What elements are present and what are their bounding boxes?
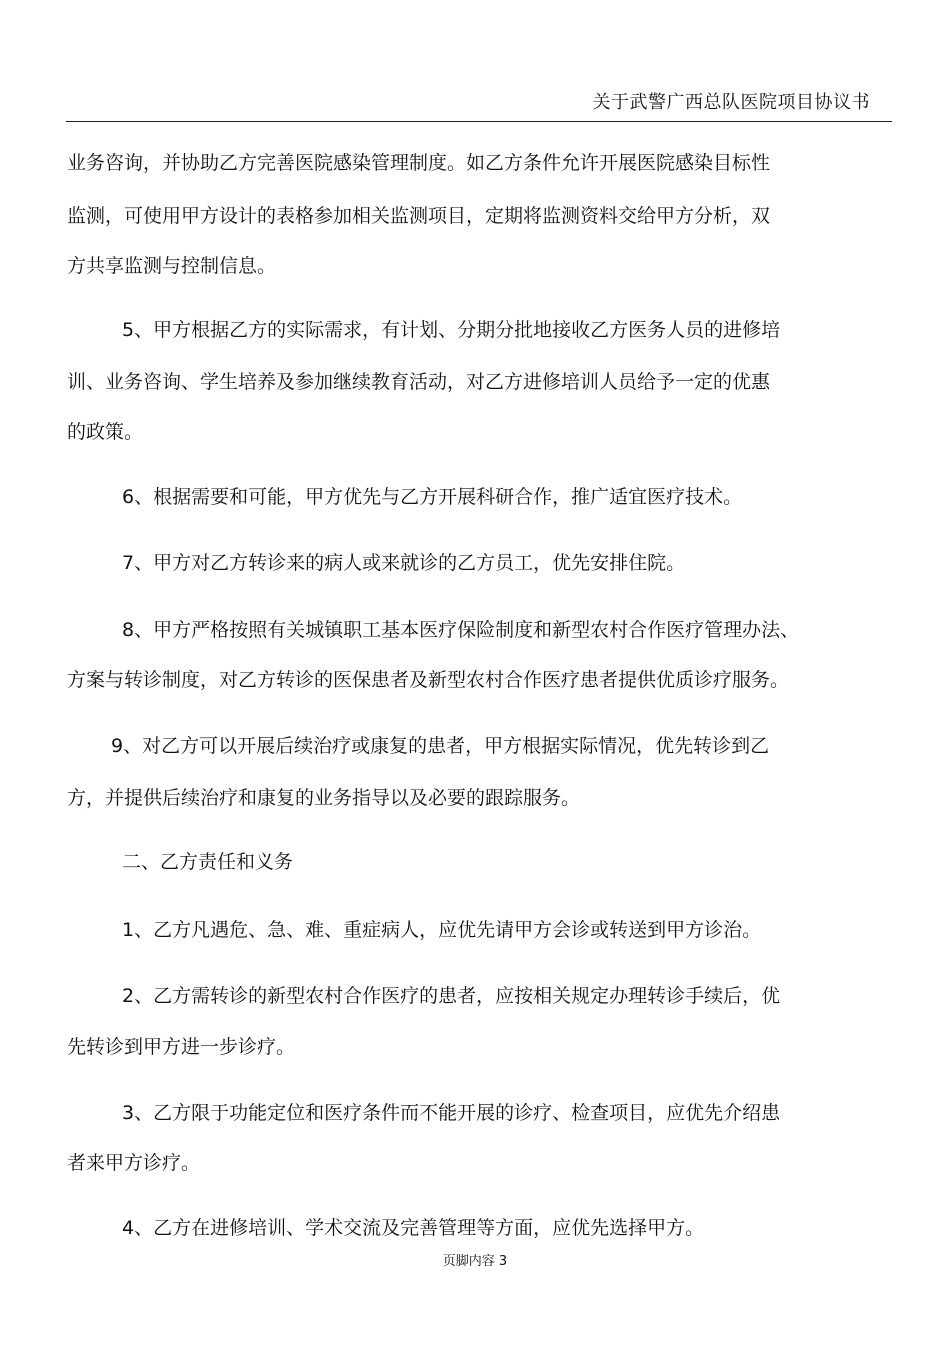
- text-line: 4、乙方在进修培训、学术交流及完善管理等方面，应优先选择甲方。: [122, 1217, 705, 1239]
- text-line: 6、根据需要和可能，甲方优先与乙方开展科研合作，推广适宜医疗技术。: [122, 486, 743, 508]
- text-line: 监测，可使用甲方设计的表格参加相关监测项目，定期将监测资料交给甲方分析，双: [67, 205, 771, 227]
- page-footer: 页脚内容 3: [442, 1254, 508, 1269]
- text-line: 者来甲方诊疗。: [67, 1152, 201, 1174]
- text-line: 方案与转诊制度，对乙方转诊的医保患者及新型农村合作医疗患者提供优质诊疗服务。: [67, 669, 790, 691]
- text-line: 3、乙方限于功能定位和医疗条件而不能开展的诊疗、检查项目，应优先介绍患: [122, 1102, 781, 1124]
- text-line: 先转诊到甲方进一步诊疗。: [67, 1036, 296, 1058]
- text-line: 1、乙方凡遇危、急、难、重症病人，应优先请甲方会诊或转送到甲方诊治。: [122, 919, 762, 941]
- text-line: 业务咨询，并协助乙方完善医院感染管理制度。如乙方条件允许开展医院感染目标性: [67, 152, 771, 174]
- document-header-title: 关于武警广西总队医院项目协议书: [592, 92, 870, 113]
- text-line: 2、乙方需转诊的新型农村合作医疗的患者，应按相关规定办理转诊手续后，优: [122, 985, 781, 1007]
- text-line: 9、对乙方可以开展后续治疗或康复的患者，甲方根据实际情况，优先转诊到乙: [111, 735, 770, 757]
- text-line: 方，并提供后续治疗和康复的业务指导以及必要的跟踪服务。: [67, 787, 581, 809]
- text-line: 训、业务咨询、学生培养及参加继续教育活动，对乙方进修培训人员给予一定的优惠: [67, 371, 771, 393]
- text-line: 的政策。: [67, 421, 144, 443]
- text-line: 5、甲方根据乙方的实际需求，有计划、分期分批地接收乙方医务人员的进修培: [122, 319, 781, 341]
- section-heading: 二、乙方责任和义务: [122, 851, 294, 873]
- header-divider: [66, 121, 892, 122]
- text-line: 7、甲方对乙方转诊来的病人或来就诊的乙方员工，优先安排住院。: [122, 552, 686, 574]
- text-line: 8、甲方严格按照有关城镇职工基本医疗保险制度和新型农村合作医疗管理办法、: [122, 619, 800, 641]
- text-line: 方共享监测与控制信息。: [67, 255, 277, 277]
